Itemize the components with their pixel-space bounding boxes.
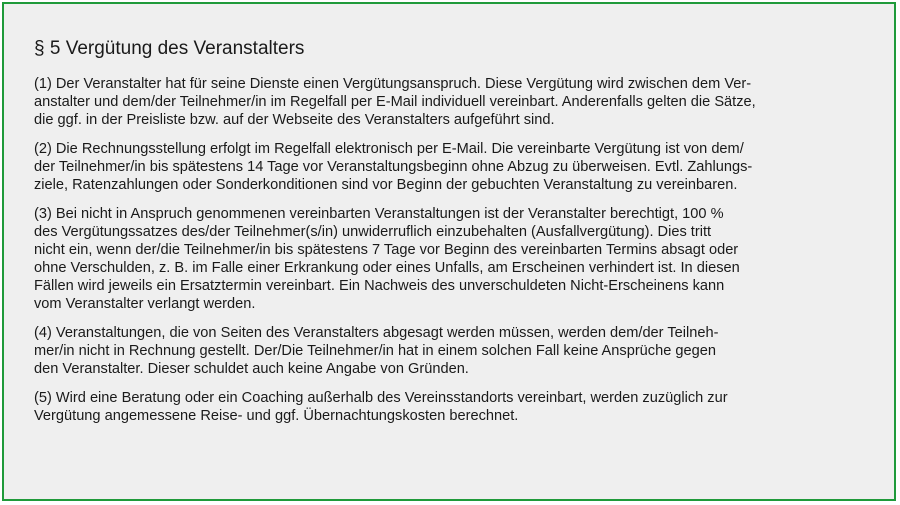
- paragraph-4: (4) Veranstaltungen, die von Seiten des Veranstalters abgesagt werden müssen, werden dem/der Teilneh- mer/in nicht in Rechnung gestellt. Der/Die Teilnehmer/in hat in einem solchen Fall keine Ansprüche gegen den Veranstalter. Dieser schuldet auch keine Angabe von Gründen.: [34, 325, 719, 377]
- document-content: [34, 38, 876, 436]
- paragraph-5: (5) Wird eine Beratung oder ein Coaching außerhalb des Vereinsstandorts vereinbart, werden zuzüglich zur Vergütung angemessene Reise- und ggf. Übernachtungskosten berechnet.: [34, 390, 728, 424]
- section-title: § 5 Vergütung des Veranstalters: [34, 38, 305, 59]
- document-frame: [2, 2, 896, 501]
- paragraph-1: (1) Der Veranstalter hat für seine Dienste einen Vergütungsanspruch. Diese Vergütung wird zwischen dem Ver- anstalter und dem/der Teilnehmer/in im Regelfall per E-Mail individuell vereinbart. Anderenfalls gelten die Sätze, die ggf. in der Preisliste bzw. auf der Webseite des Veranstalters aufgeführt sind.: [34, 76, 756, 128]
- paragraph-2: (2) Die Rechnungsstellung erfolgt im Regelfall elektronisch per E-Mail. Die vereinbarte Vergütung ist von dem/ der Teilnehmer/in bis spätestens 14 Tage vor Veranstaltungsbeginn ohne Abzug zu überweisen. Evtl. Zahlungs- ziele, Ratenzahlungen oder Sonderkonditionen sind vor Beginn der gebuchten Veranstaltung zu vereinbaren.: [34, 141, 753, 193]
- paragraph-3: (3) Bei nicht in Anspruch genommenen vereinbarten Veranstaltungen ist der Veranstalter berechtigt, 100 % des Vergütungssatzes des/der Teilnehmer(s/in) unwiderruflich einzubehalten (Ausfallvergütung). Dies tritt nicht ein, wenn der/die Teilnehmer/in bis spätestens 7 Tage vor Beginn des vereinbarten Termins absagt oder ohne Verschulden, z. B. im Falle einer Erkrankung oder eines Unfalls, am Erscheinen verhindert ist. In diesen Fällen wird jeweils ein Ersatztermin vereinbart. Ein Nachweis des unverschuldeten Nicht-Erscheinens kann vom Veranstalter verlangt werden.: [34, 206, 740, 312]
